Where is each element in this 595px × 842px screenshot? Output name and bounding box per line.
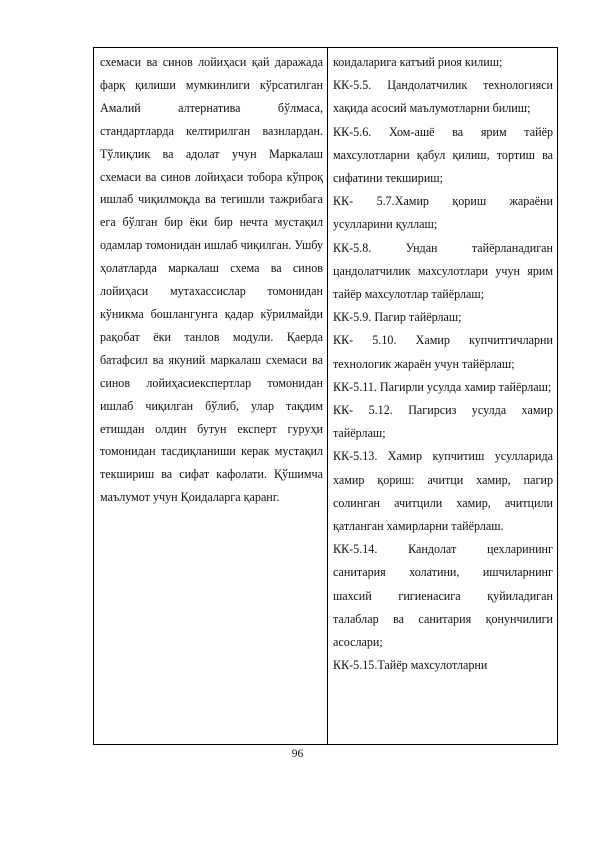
- competency-kk-5-14: КК-5.14. Кандолат цехларининг санитария холатини, ишчиларнинг шахсий гигиенасига қуйиладиган талаблар ва санитария қонунчилиги асослари;: [333, 542, 553, 650]
- competency-kk-5-12: КК- 5.12. Пагирсиз усулда хамир тайёрлаш;: [333, 403, 553, 441]
- competency-line-rules: коидаларига катъий риоя килиш;: [333, 55, 503, 69]
- competency-kk-5-6: КК-5.6. Хом-ашё ва ярим тайёр махсулотларни қабул қилиш, тортиш ва сифатини текшириш;: [333, 124, 553, 186]
- competency-kk-5-10: КК- 5.10. Хамир купчитгичларни технологик жараён учун тайёрлаш;: [333, 333, 553, 371]
- page-number: 96: [291, 748, 304, 760]
- competency-kk-5-11: КК-5.11. Пагирли усулда хамир тайёрлаш;: [333, 379, 552, 394]
- competency-kk-5-9: КК-5.9. Пагир тайёрлаш;: [333, 310, 462, 325]
- competency-kk-5-7: КК- 5.7.Хамир қориш жараёни усулларини қуллаш;: [333, 194, 553, 232]
- left-paragraph: схемаси ва синов лойиҳаси қай даражада фарқ қилиши мумкинлиги кўрсатилган Амалий алтернатива бўлмаса, стандартларда келтирилган вазнлардан. Тўлиқлик ва адолат учун Маркалаш схемаси ва синов лойиҳаси тобора кўпроқ ишлаб чиқилмоқда ва тегишли тажрибага ега бўлган бир ёки бир нечта мустақил одамлар томонидан ишлаб чиқилган. Ушбу ҳолатларда маркалаш схема ва синов лойиҳаси мутахассислар томонидан кўникма бошлангунга қадар кўрилмайди рақобат ёки танлов модули. Қаерда батафсил ва якуний маркалаш схемаси ва синов лойиҳасиекспертлар томонидан ишлаб чиқилган бўлиб, улар тақдим етишдан олдин бутун експерт гуруҳи томонидан тасдиқланиши керак мустақил текшириш ва сифат кафолати. Қўшимча маълумот учун Қоидаларга қаранг.: [100, 55, 323, 505]
- competency-kk-5-8: КК-5.8. Ундан тайёрланадиган цандолатчилик махсулотлари учун ярим тайёр махсулотлар тайёрлаш;: [333, 240, 553, 302]
- competency-kk-5-15: КК-5.15.Тайёр махсулотларни: [333, 658, 488, 673]
- right-column: [328, 48, 557, 744]
- competency-kk-5-13: КК-5.13. Хамир купчитиш усулларида хамир қориш: ачитци хамир, пагир солинган ачитцили хамир, ачитцили қатланган хамирларни тайёрлаш.: [333, 449, 553, 534]
- left-column: [94, 48, 328, 744]
- two-column-table: [93, 47, 558, 745]
- competency-kk-5-5: КК-5.5. Цандолатчилик технологияси хақида асосий маълумотларни билиш;: [333, 78, 553, 116]
